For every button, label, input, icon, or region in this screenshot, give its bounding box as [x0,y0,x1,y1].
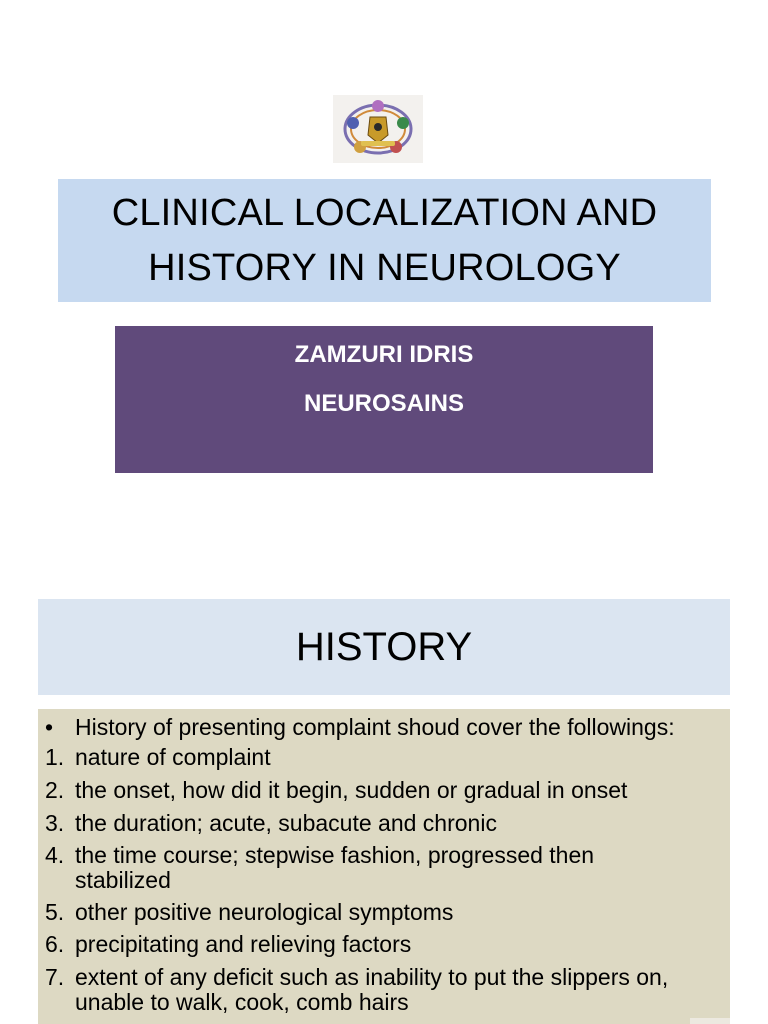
item-text-wrapped [75,843,594,893]
list-item [45,932,411,957]
author-box [115,326,653,473]
item-number: 3. [45,810,65,836]
title-line-2: HISTORY IN NEUROLOGY [148,246,621,289]
intro-text: History of presenting complaint shoud cover the followings: [75,714,675,740]
list-item [45,811,497,836]
author-name: ZAMZURI IDRIS [294,341,474,368]
item-text-continued: stabilized [75,867,171,893]
item-number: 6. [45,931,65,957]
history-title: HISTORY [295,624,473,669]
item-text: nature of complaint [75,744,271,770]
list-item [45,900,453,925]
title-line-1: CLINICAL LOCALIZATION AND [111,191,658,234]
item-number: 5. [45,899,65,925]
item-text: the time course; stepwise fashion, progressed then [75,842,595,868]
university-emblem-icon [333,95,423,163]
item-number: 7. [45,964,65,990]
list-item [45,965,668,1015]
item-text: other positive neurological symptoms [75,899,454,925]
bullet-symbol: • [45,714,54,740]
corner-decoration [690,1018,730,1024]
list-item [45,778,627,803]
item-number: 4. [45,842,65,868]
history-header [38,599,730,695]
item-text-wrapped [75,965,668,1015]
intro-bullet-item [45,714,675,740]
list-item [45,843,594,893]
item-text: the onset, how did it begin, sudden or gradual in onset [75,777,628,803]
item-text: precipitating and relieving factors [75,931,412,957]
history-body [38,709,730,1024]
item-number: 1. [45,744,65,770]
item-number: 2. [45,777,65,803]
item-text: the duration; acute, subacute and chronic [75,810,497,836]
item-text-continued: unable to walk, cook, comb hairs [75,989,409,1015]
list-item [45,745,271,770]
title-box [58,179,711,302]
item-text: extent of any deficit such as inability to put the slippers on, [75,964,669,990]
author-department: NEUROSAINS [303,390,465,417]
